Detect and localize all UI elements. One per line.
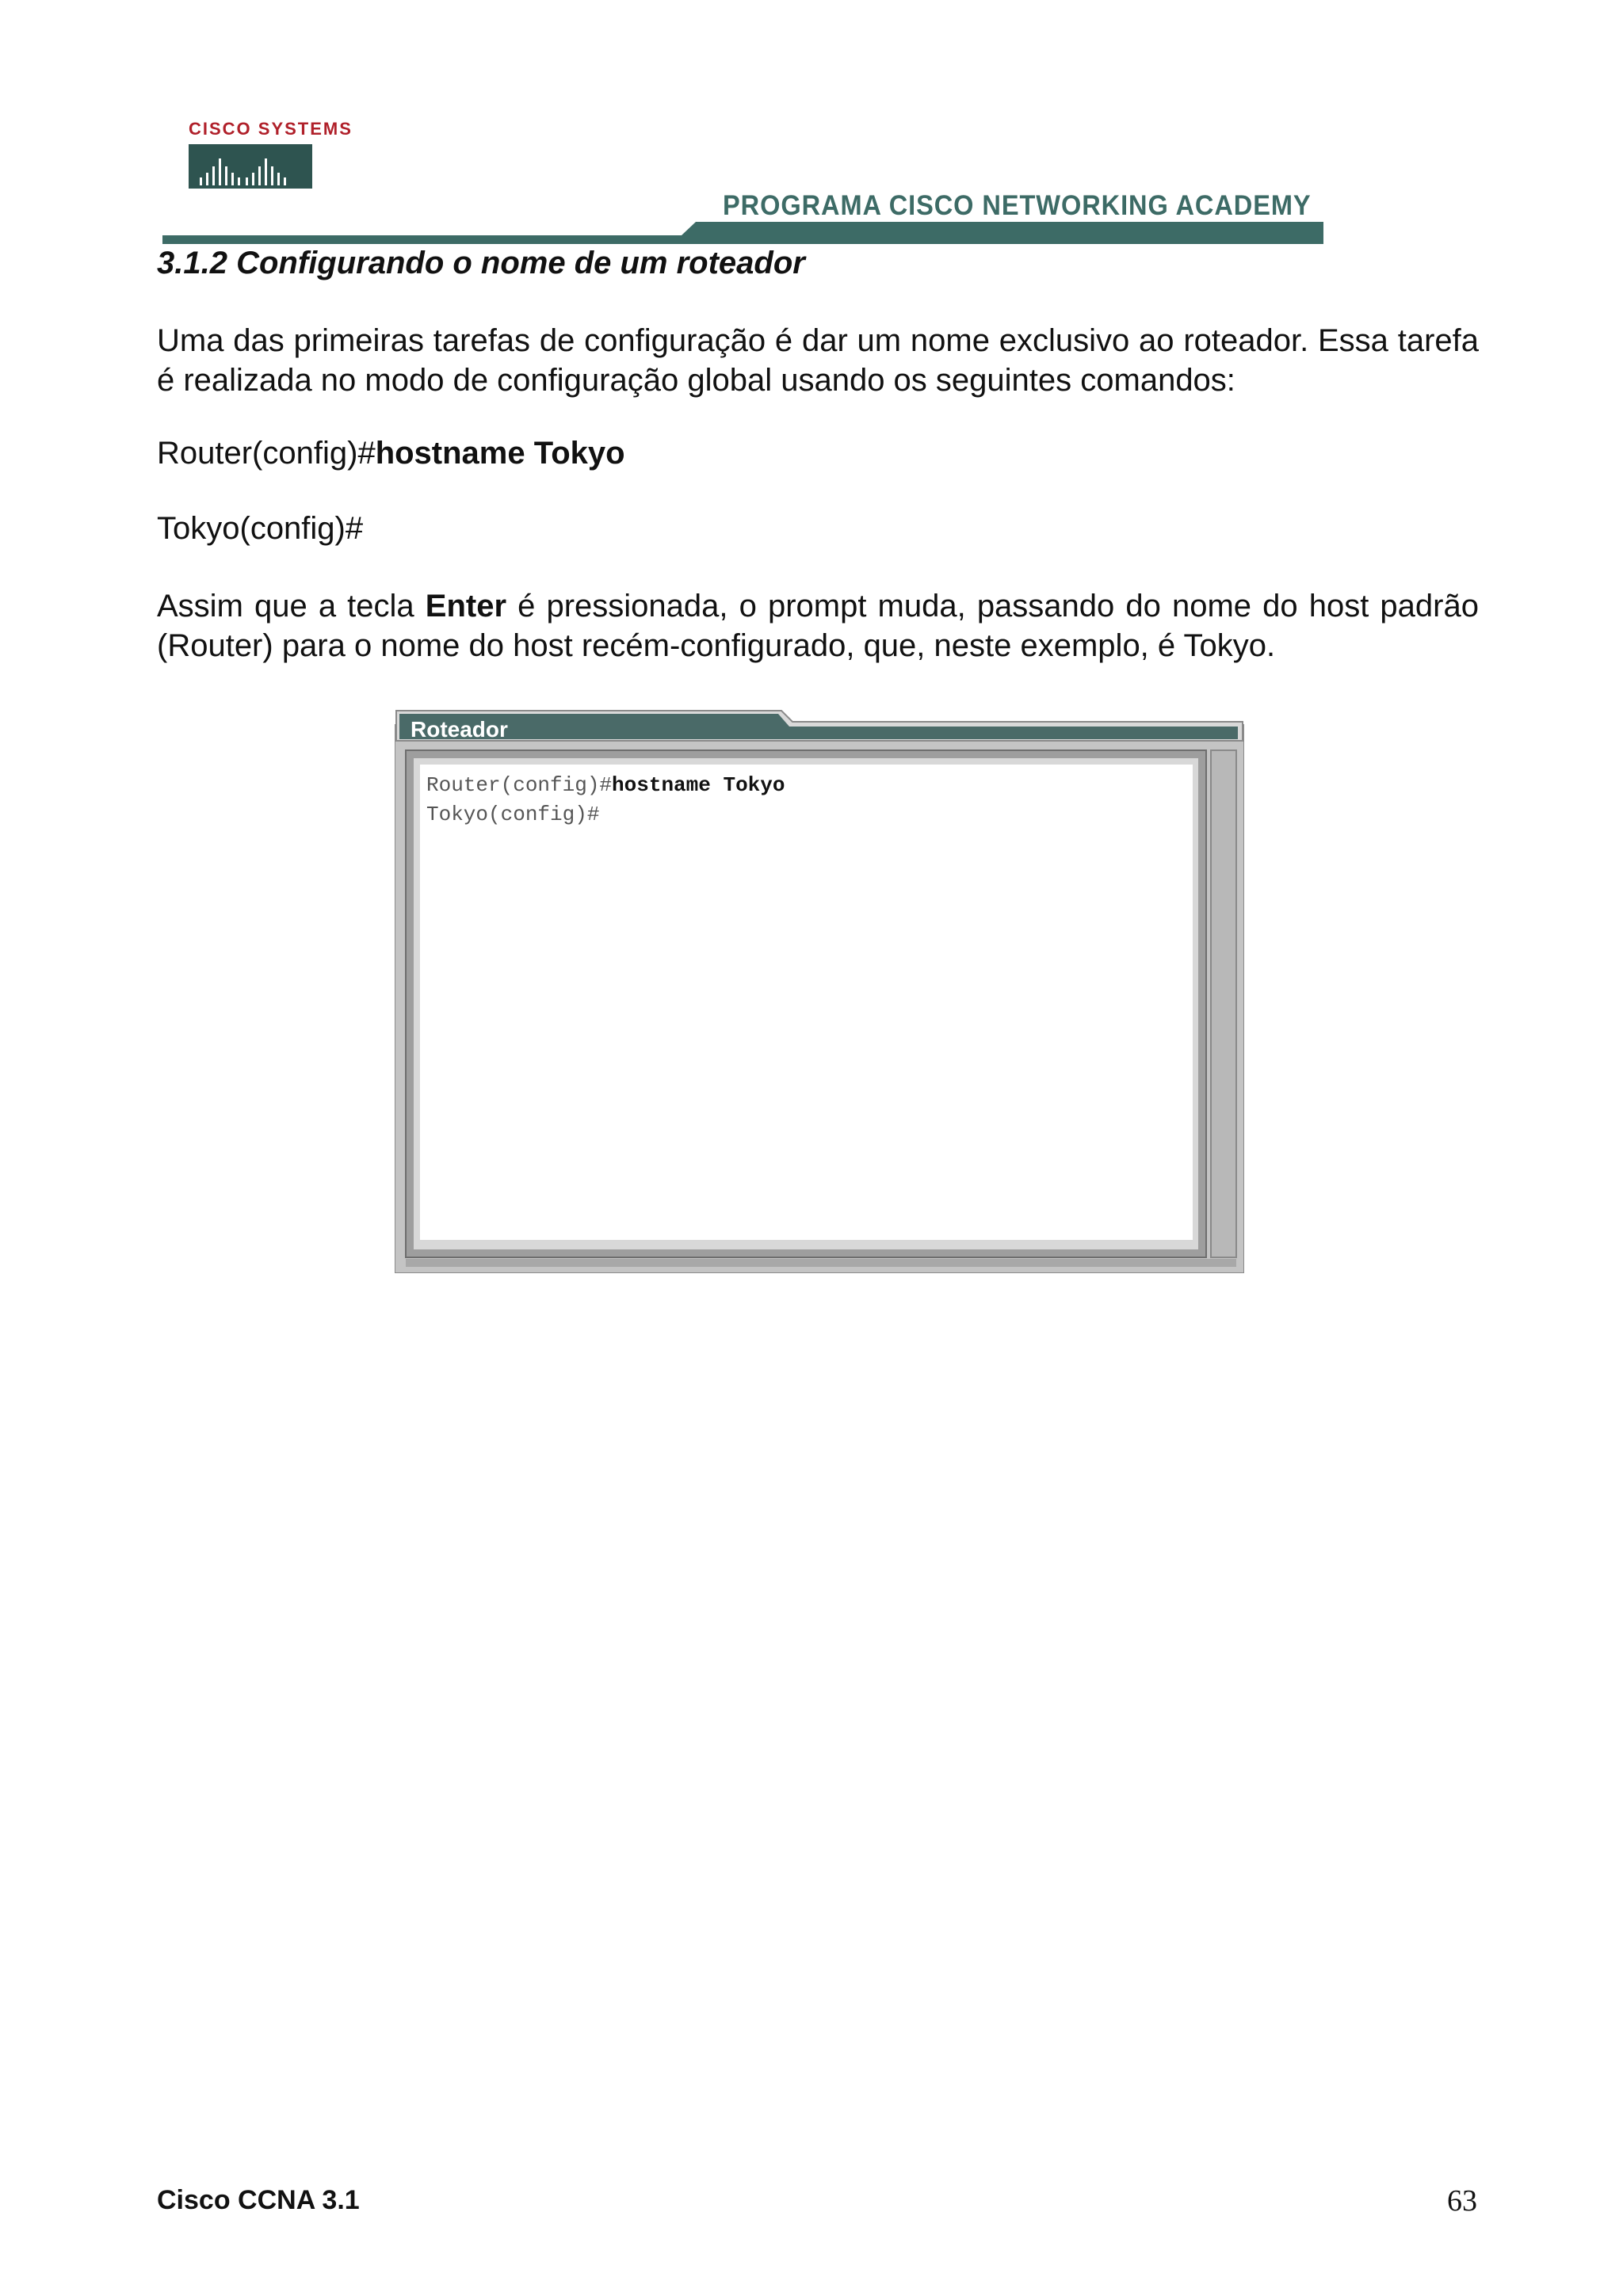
terminal-line-1-prefix: Router(config)# [426, 773, 613, 797]
terminal-line-1 [426, 771, 785, 800]
terminal-line-2: Tokyo(config)# [426, 803, 600, 826]
section-heading: 3.1.2 Configurando o nome de um roteador [157, 246, 805, 280]
page-number: 63 [1447, 2184, 1477, 2218]
footer-course: Cisco CCNA 3.1 [157, 2185, 360, 2215]
explanation-paragraph [157, 586, 1479, 666]
window-title: Roteador [411, 717, 508, 742]
terminal-output [420, 765, 1193, 1240]
academy-title: PROGRAMA CISCO NETWORKING ACADEMY [723, 190, 1312, 221]
command-bold: hostname Tokyo [375, 436, 625, 471]
router-window [395, 709, 1244, 1273]
prompt-result: Tokyo(config)# [157, 511, 364, 546]
terminal-line-1-bold: hostname Tokyo [612, 773, 785, 797]
command-prefix: Router(config)# [157, 436, 376, 471]
hostname-command [157, 436, 625, 471]
explanation-start: Assim que a tecla [157, 589, 426, 624]
logo-text: CISCO SYSTEMS [189, 119, 353, 139]
explanation-end: é pressionada, o prompt muda, passando do nome do host padrão (Router) para o nome do host recém-configurado, que, neste exemplo, é Tokyo. [157, 589, 1479, 663]
intro-paragraph: Uma das primeiras tarefas de configuração é dar um nome exclusivo ao roteador. Essa tarefa é realizada no modo de configuração global usando os seguintes comandos: [157, 323, 1479, 398]
enter-key: Enter [425, 589, 507, 624]
